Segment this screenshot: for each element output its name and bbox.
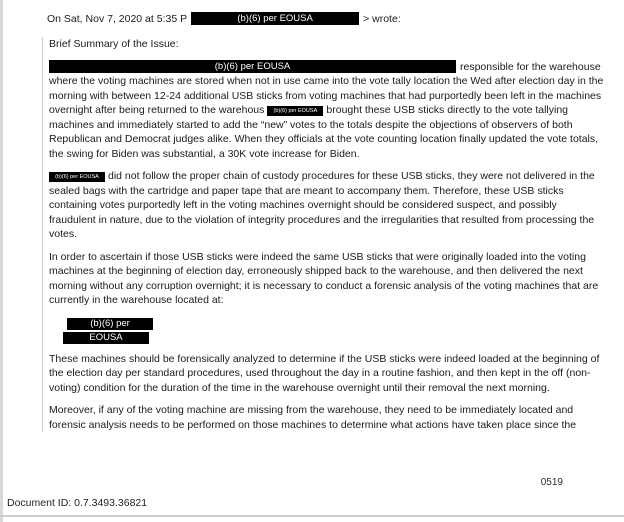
- bottom-divider: [0, 515, 624, 517]
- paragraph-3: In order to ascertain if those USB sticks were indeed the same USB sticks that were originally loaded into the voting machines at the beginning of election day, erroneously shipped back to the warehouse, and then delivered the next morning without any corruption overnight; it is necessary to conduct a forensic analysis of the voting machines that are currently in the warehouse located at:: [49, 250, 599, 306]
- quoted-email-body: [42, 37, 605, 432]
- page-left-edge: [0, 0, 3, 522]
- redaction-bar-address-line-2: EOUSA: [63, 332, 149, 344]
- email-header-wrote: > wrote:: [363, 13, 401, 25]
- paragraph-2-text: did not follow the proper chain of custody procedures for these USB sticks, they were not delivered in the sealed bags with the cartridge and paper tape that are meant to accompany them. Therefore, these USB sticks containing votes purportedly left in the voting machines overnight should be considered suspect, and possibly fraudulent in nature, due to the violation of integrity procedures and the irregularities that resulted from processing the votes.: [49, 170, 595, 240]
- paragraph-1-text-b: brought these USB sticks directly to the vote tallying machines and immediately started to add the “new” votes to the totals despite the objections of observers of both Republican and Democrat judges alike. When they officials at the vote counting location finally updated the vote totals, the swing for Biden was substantial, a 30K vote increase for Biden.: [49, 104, 599, 160]
- paragraph-1-text-a: responsible for the warehouse where the voting machines are stored when not in use came into the vote tally location the Wed after election day in the morning with between 12-24 additional USB sticks from voting machines that had purportedly been left in the machines overnight after being returned to the warehous: [49, 60, 604, 116]
- redacted-address-block: [49, 318, 605, 344]
- summary-heading: Brief Summary of the Issue:: [49, 38, 179, 50]
- redaction-bar-long: (b)(6) per EOUSA: [49, 60, 456, 73]
- paragraph-5: Moreover, if any of the voting machine are missing from the warehouse, they need to be immediately located and forensic analysis needs to be performed on those machines to determine what actions have taken place since the: [49, 404, 577, 431]
- redaction-bar-sender: (b)(6) per EOUSA: [191, 12, 359, 25]
- redaction-bar-address-line-1: (b)(6) per: [67, 318, 153, 330]
- paragraph-4: These machines should be forensically analyzed to determine if the USB sticks were indeed loaded at the beginning of the election day per standard procedures, used throughout the day in a routine fashion, and then kept in the off (non-voting) condition for the duration of the time in the warehouse overnight until their removal the next morning.: [49, 352, 600, 394]
- bates-page-number: 0519: [540, 477, 563, 488]
- paragraph-2: [49, 169, 605, 242]
- email-header-date: On Sat, Nov 7, 2020 at 5:35 P: [47, 13, 188, 25]
- document-id-footer: Document ID: 0.7.3493.36821: [7, 497, 148, 509]
- redaction-bar-inline-1: (b)(6) per EOUSA: [267, 106, 323, 116]
- email-header-line: [47, 12, 624, 26]
- paragraph-1: [49, 60, 605, 162]
- redaction-bar-inline-2: (b)(6) per EOUSA: [49, 172, 105, 182]
